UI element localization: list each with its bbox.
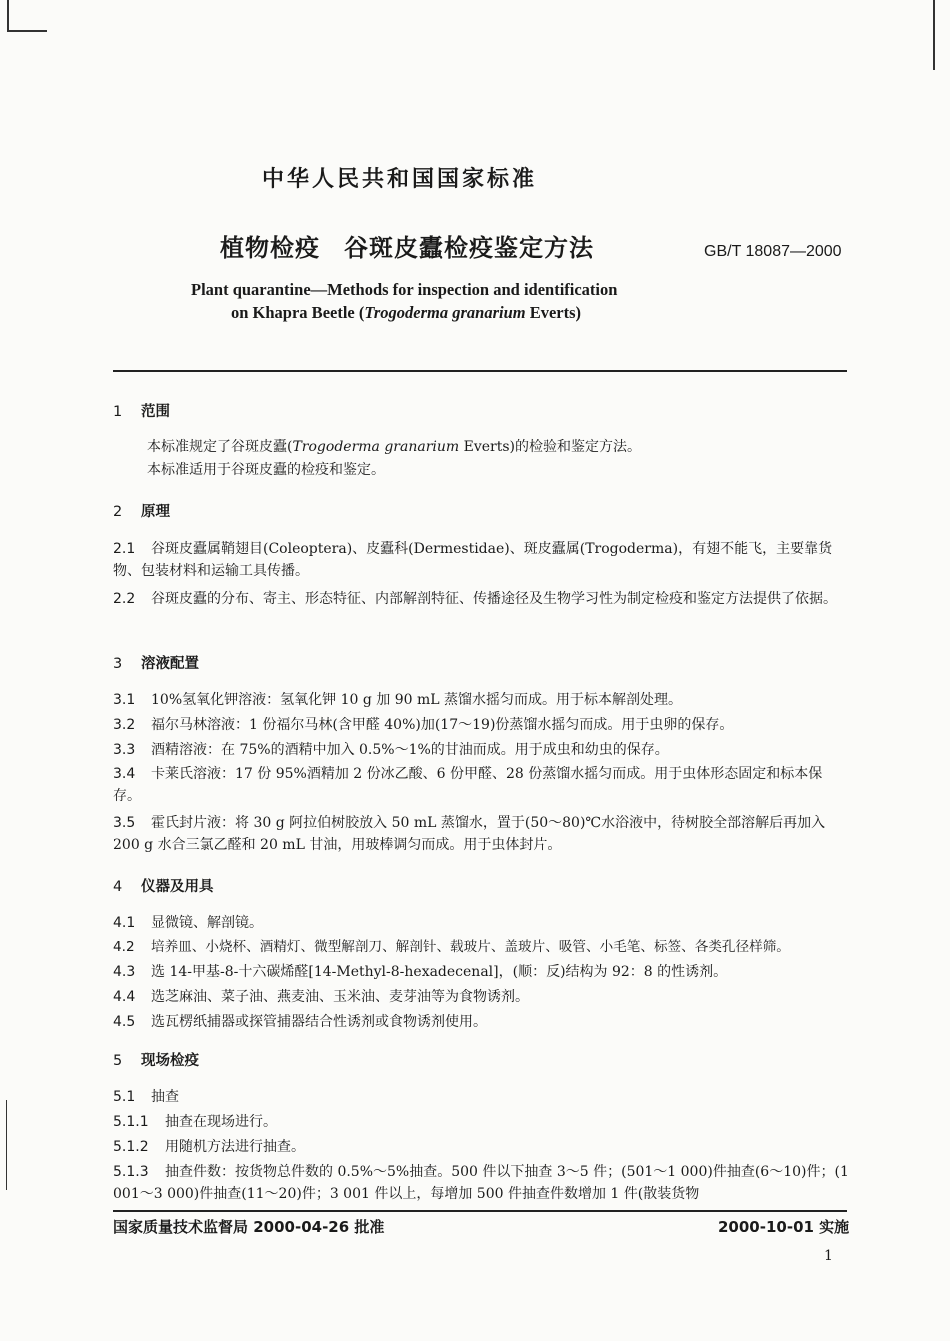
section-1-paragraph-1 (147, 436, 641, 458)
clause-text: 选芝麻油、菜子油、燕麦油、玉米油、麦芽油等为食物诱剂。 (151, 989, 529, 1005)
clause-4-2 (113, 936, 790, 958)
clause-number: 2.1 (113, 541, 136, 557)
clause-text: 抽查 (151, 1089, 179, 1105)
clause-5-1-3 (113, 1161, 849, 1205)
page-number: 1 (824, 1248, 833, 1264)
clause-5-1-2 (113, 1136, 305, 1158)
clause-text: 抽查在现场进行。 (165, 1114, 277, 1130)
section-number: 2 (113, 504, 123, 520)
section-1-paragraph-2: 本标准适用于谷斑皮蠹的检疫和鉴定。 (147, 462, 385, 478)
clause-2-2 (113, 588, 849, 610)
text: Everts)的检验和鉴定方法。 (459, 439, 641, 455)
title-part-2: 谷斑皮蠹检疫鉴定方法 (344, 234, 594, 262)
scan-edge-mark-left-bottom (6, 1100, 7, 1190)
clause-text: 谷斑皮蠹属鞘翅目(Coleoptera)、皮蠹科(Dermestidae)、斑皮蠹属(Trogoderma)，有翅不能飞，主要靠货物、包装材料和运输工具传播。 (113, 541, 833, 579)
clause-5-1 (113, 1086, 179, 1108)
text: 本标准规定了谷斑皮蠹( (147, 439, 293, 455)
clause-text: 霍氏封片液：将 30 g 阿拉伯树胶放入 50 mL 蒸馏水，置于(50～80)℃水浴液中，待树胶全部溶解后再加入 200 g 水合三氯乙醛和 20 mL 甘油，用玻棒调匀而成。用于虫体封片。 (113, 815, 826, 853)
clause-text: 选瓦楞纸捕器或探管捕器结合性诱剂或食物诱剂使用。 (151, 1014, 487, 1030)
header-divider (113, 370, 847, 372)
section-2-heading (113, 500, 170, 521)
clause-text: 福尔马林溶液：1 份福尔马林(含甲醛 40%)加(17～19)份蒸馏水摇匀而成。用于虫卵的保存。 (151, 717, 734, 733)
section-number: 5 (113, 1053, 123, 1069)
clause-text: 酒精溶液：在 75%的酒精中加入 0.5%～1%的甘油而成。用于成虫和幼虫的保存。 (151, 742, 669, 758)
clause-number: 4.1 (113, 915, 136, 931)
clause-number: 3.1 (113, 692, 136, 708)
section-title: 现场检疫 (141, 1053, 199, 1069)
clause-3-2 (113, 714, 733, 736)
english-title-species: Trogoderma granarium (364, 303, 526, 322)
clause-number: 3.3 (113, 742, 136, 758)
english-title-line-1: Plant quarantine—Methods for inspection and identification (191, 280, 618, 299)
scan-edge-mark-top-left (7, 0, 9, 32)
clause-text: 卡莱氏溶液：17 份 95%酒精加 2 份冰乙酸、6 份甲醛、28 份蒸馏水摇匀而成。用于虫体形态固定和标本保存。 (113, 766, 823, 804)
clause-text: 选 14-甲基-8-十六碳烯醛[14-Methyl-8-hexadecenal]，(顺：反)结构为 92：8 的性诱剂。 (151, 964, 728, 980)
clause-number: 3.4 (113, 766, 136, 782)
clause-number: 3.5 (113, 815, 136, 831)
clause-number: 5.1.1 (113, 1114, 149, 1130)
clause-number: 4.5 (113, 1014, 136, 1030)
clause-5-1-1 (113, 1111, 277, 1133)
implementation-date: 2000-10-01 实施 (718, 1218, 850, 1236)
clause-2-1 (113, 538, 849, 582)
section-number: 1 (113, 404, 123, 420)
clause-number: 4.3 (113, 964, 136, 980)
section-title: 范围 (141, 404, 170, 420)
clause-4-4 (113, 986, 529, 1008)
clause-number: 5.1.3 (113, 1164, 149, 1180)
title-part-1: 植物检疫 (220, 234, 320, 262)
clause-text: 用随机方法进行抽查。 (165, 1139, 305, 1155)
clause-4-1 (113, 912, 263, 934)
clause-text: 显微镜、解剖镜。 (151, 915, 263, 931)
clause-number: 3.2 (113, 717, 136, 733)
standard-code: GB/T 18087—2000 (704, 243, 842, 260)
english-title-line-2 (231, 303, 581, 323)
approval-date: 国家质量技术监督局 2000-04-26 批准 (113, 1218, 385, 1236)
section-title: 溶液配置 (141, 656, 199, 672)
section-3-heading (113, 652, 199, 673)
clause-text: 抽查件数：按货物总件数的 0.5%～5%抽查。500 件以下抽查 3～5 件；(501～1 000)件抽查(6～10)件；(1 001～3 000)件抽查(11～20)件；3 001 件以上，每增加 500 件抽查件数增加 1 件(散装货物 (113, 1164, 849, 1202)
english-title-author: Everts) (525, 303, 582, 322)
clause-3-3 (113, 739, 669, 761)
clause-4-5 (113, 1011, 487, 1033)
clause-3-5 (113, 812, 849, 856)
clause-3-4 (113, 763, 849, 807)
footer-divider (113, 1210, 847, 1212)
section-title: 原理 (141, 504, 170, 520)
clause-number: 4.4 (113, 989, 136, 1005)
section-5-heading (113, 1049, 199, 1070)
clause-number: 5.1 (113, 1089, 136, 1105)
clause-text: 培养皿、小烧杯、酒精灯、微型解剖刀、解剖针、载玻片、盖玻片、吸管、小毛笔、标签、各类孔径样筛。 (151, 939, 790, 955)
document-title (220, 228, 594, 263)
clause-number: 2.2 (113, 591, 136, 607)
clause-4-3 (113, 961, 727, 983)
national-standard-heading: 中华人民共和国国家标准 (262, 167, 538, 192)
section-number: 3 (113, 656, 123, 672)
clause-text: 10%氢氧化钾溶液：氢氧化钾 10 g 加 90 mL 蒸馏水摇匀而成。用于标本解剖处理。 (151, 692, 682, 708)
section-number: 4 (113, 879, 123, 895)
section-title: 仪器及用具 (141, 879, 214, 895)
scan-edge-mark-right (933, 0, 935, 70)
section-4-heading (113, 875, 214, 896)
section-1-heading (113, 400, 170, 421)
clause-number: 4.2 (113, 939, 135, 955)
english-title-text: on Khapra Beetle ( (231, 303, 365, 322)
clause-text: 谷斑皮蠹的分布、寄主、形态特征、内部解剖特征、传播途径及生物学习性为制定检疫和鉴定方法提供了依据。 (151, 591, 837, 607)
scan-edge-mark-top (7, 30, 47, 32)
clause-number: 5.1.2 (113, 1139, 149, 1155)
clause-3-1 (113, 689, 682, 711)
species-name: Trogoderma granarium (292, 439, 460, 455)
